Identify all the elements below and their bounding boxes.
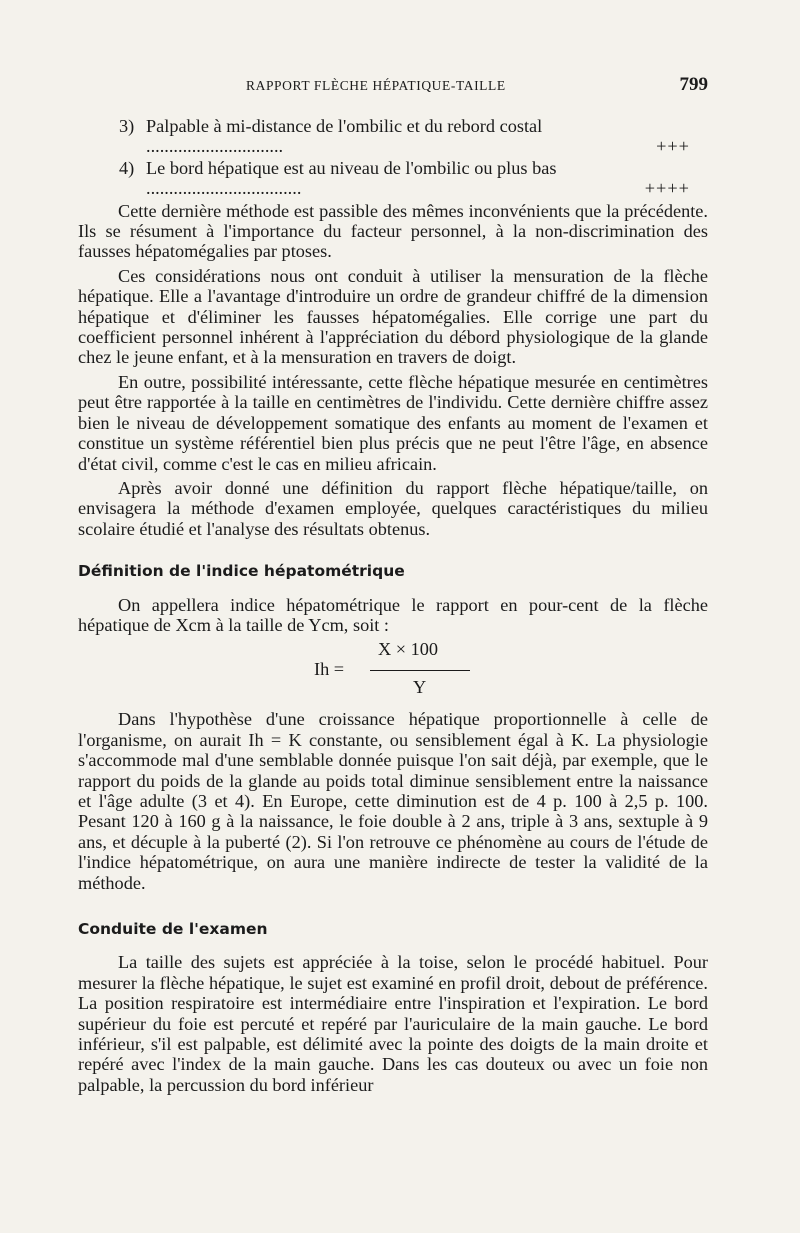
paragraph: Ces considérations nous ont conduit à utiliser la mensuration de la flèche hépatique. Elle a l'avantage d'introduire un ordre de grandeur chiffré de la dimension hépatique et d'éliminer les fausses hépatomégalies. Elle corrige une part du coefficient personnel inhérent à l'appréciation du débord physiologique de la glande chez le jeune enfant, et à la mensuration en travers de doigt. xyxy=(78,265,708,368)
paragraph: En outre, possibilité intéressante, cette flèche hépatique mesurée en centimètres peut être rapportée à la taille en centimètres de l'individu. Cette dernière chiffre assez bien le niveau de développement somatique des enfants au moment de l'examen et constitue un système référentiel bien plus précis que ne peut l'être l'âge, en absence d'état civil, comme c'est le cas en milieu africain. xyxy=(78,371,708,474)
paragraph: Après avoir donné une définition du rapport flèche hépatique/taille, on envisagera la méthode d'examen employée, quelques caractéristiques du milieu scolaire étudié et l'analyse des résultats obtenus. xyxy=(78,477,708,539)
page-header xyxy=(78,74,708,100)
formula xyxy=(78,639,708,705)
paragraph: On appellera indice hépatométrique le rapport en pour-cent de la flèche hépatique de Xcm à la taille de Ycm, soit : xyxy=(78,594,708,635)
list-text: Palpable à mi-distance de l'ombilic et du rebord costal .............................. xyxy=(146,116,543,157)
list-number: 4) xyxy=(119,157,135,178)
fraction-bar xyxy=(370,670,470,671)
list-score: +++ xyxy=(656,136,690,157)
page-number: 799 xyxy=(679,74,708,95)
list-score: ++++ xyxy=(644,178,690,199)
formula-numerator: X × 100 xyxy=(378,639,439,660)
formula-denominator: Y xyxy=(413,677,427,698)
page-content xyxy=(78,116,708,1099)
list-number: 3) xyxy=(119,116,135,136)
section-heading-examen: Conduite de l'examen xyxy=(78,920,268,938)
list-item-3 xyxy=(78,116,708,157)
list-text: Le bord hépatique est au niveau de l'ombilic ou plus bas .................................. xyxy=(146,157,557,199)
formula-lhs: Ih = xyxy=(314,659,345,680)
paragraph: La taille des sujets est appréciée à la toise, selon le procédé habituel. Pour mesurer la flèche hépatique, le sujet est examiné en profil droit, debout de préférence. La position respiratoire est intermédiaire entre l'inspiration et l'expiration. Le bord supérieur du foie est percuté et repéré par l'auriculaire de la main gauche. Le bord inférieur, s'il est palpable, est délimité avec la pointe des doigts de la main droite et repéré avec l'index de la main gauche. Dans les cas douteux ou avec un foie non palpable, la percussion du bord inférieur xyxy=(78,952,708,1095)
paragraph: Cette dernière méthode est passible des mêmes inconvénients que la précédente. Ils se résument à l'importance du facteur personnel, à la non-discrimination des fausses hépatomégalies par ptoses. xyxy=(78,200,708,262)
running-head: RAPPORT FLÈCHE HÉPATIQUE-TAILLE xyxy=(246,78,506,93)
paragraph: Dans l'hypothèse d'une croissance hépatique proportionnelle à celle de l'organisme, on aurait Ih = K constante, ou sensiblement égal à K. La physiologie s'accommode mal d'une semblable donnée puisque l'on sait déjà, par exemple, que le rapport du poids de la glande au poids total diminue sensiblement entre la naissance et l'âge adulte (3 et 4). En Europe, cette diminution est de 4 p. 100 à 2,5 p. 100. Pesant 120 à 160 g à la naissance, le foie double à 2 ans, triple à 3 ans, sextuple à 9 ans, et décuple à la puberté (2). Si l'on retrouve ce phénomène au cours de l'étude de l'indice hépatométrique, on aura une manière indirecte de tester la validité de la méthode. xyxy=(78,709,708,893)
list-item-4 xyxy=(78,158,708,199)
section-heading-definition: Définition de l'indice hépatométrique xyxy=(78,562,405,581)
